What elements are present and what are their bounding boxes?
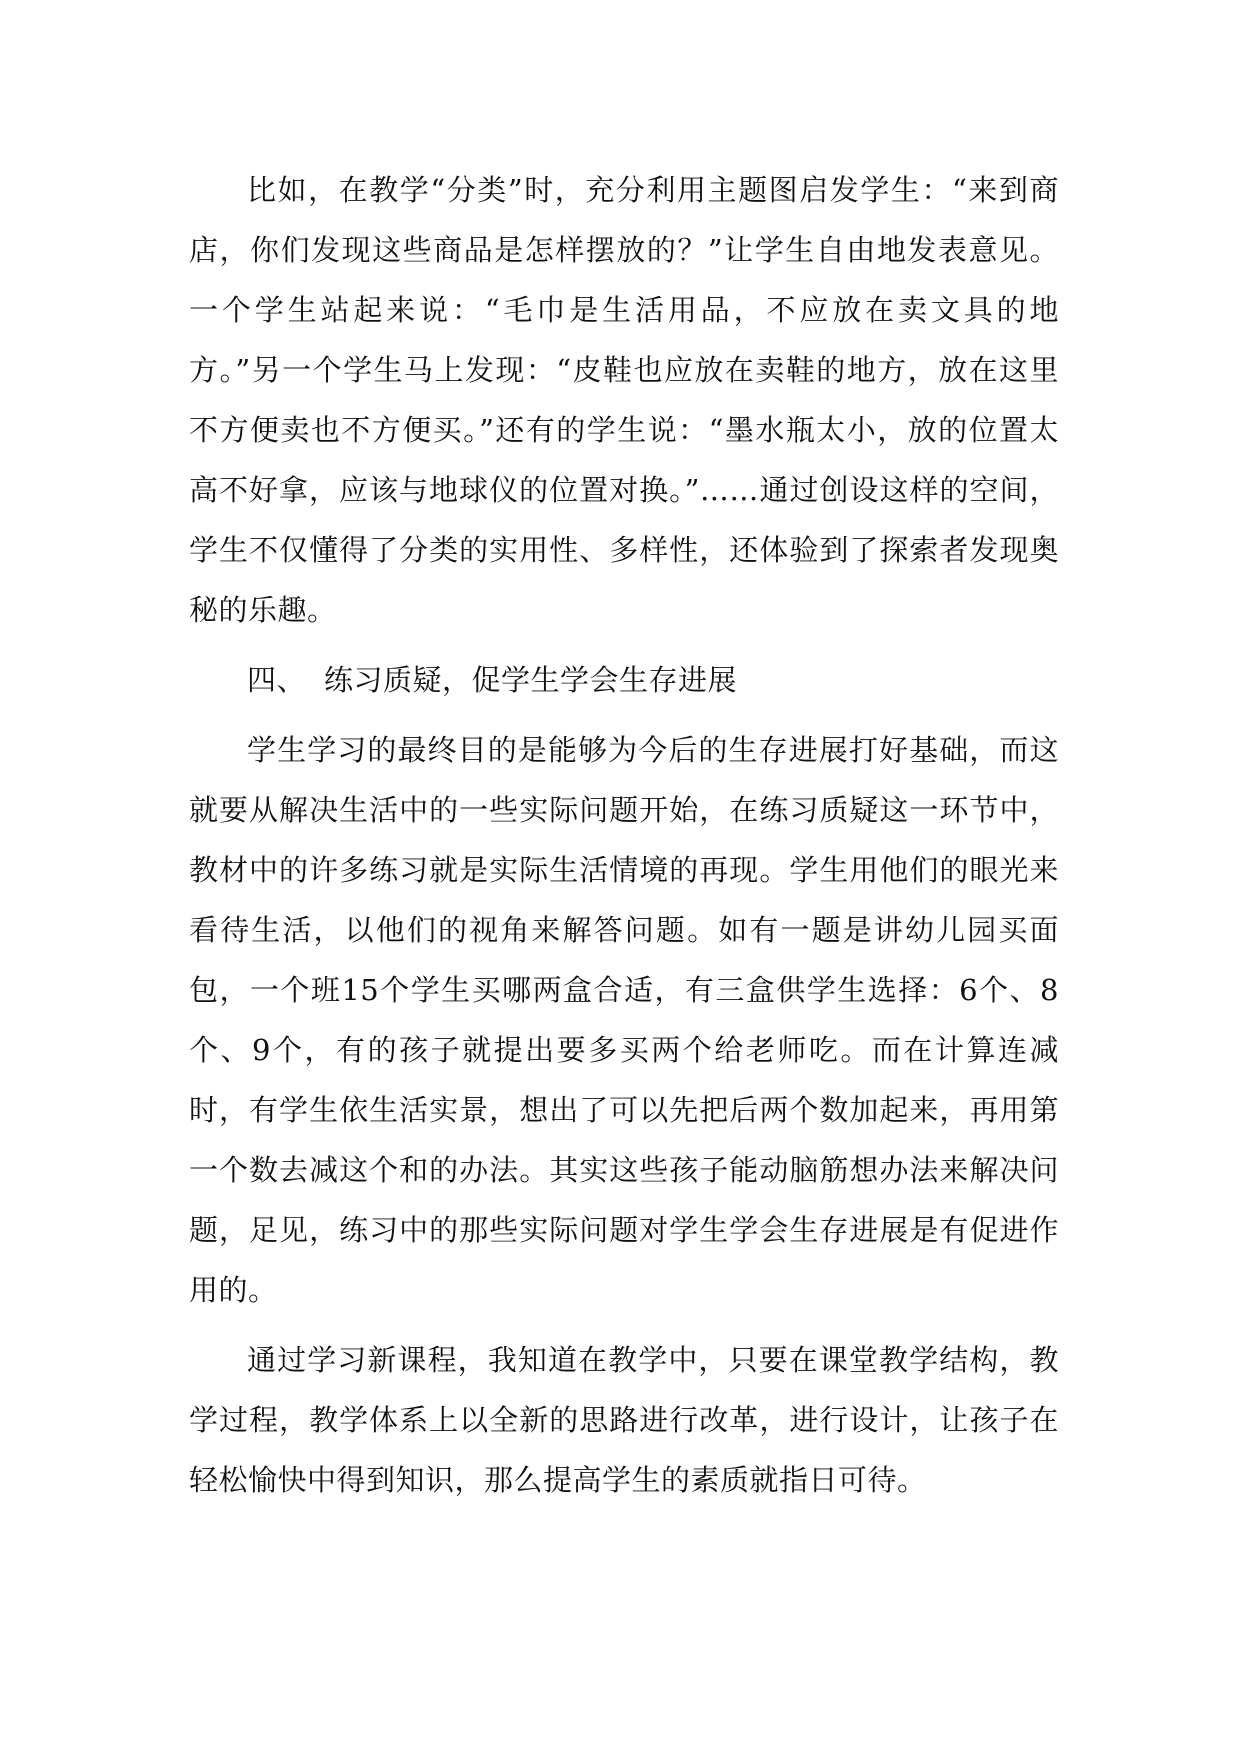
spacer (189, 1320, 1059, 1330)
document-body (189, 160, 1059, 1510)
spacer (189, 710, 1059, 720)
paragraph-practice-questioning: 学生学习的最终目的是能够为今后的生存进展打好基础，而这就要从解决生活中的一些实际问题开始，在练习质疑这一环节中，教材中的许多练习就是实际生活情境的再现。学生用他们的眼光来看待生活，以他们的视角来解答问题。如有一题是讲幼儿园买面包，一个班15个学生买哪两盒合适，有三盒供学生选择：6个、8个、9个，有的孩子就提出要多买两个给老师吃。而在计算连减时，有学生依生活实景，想出了可以先把后两个数加起来，再用第一个数去减这个和的办法。其实这些孩子能动脑筋想办法来解决问题，足见，练习中的那些实际问题对学生学会生存进展是有促进作用的。 (189, 733, 1059, 1307)
spacer (189, 640, 1059, 650)
section-title: 练习质疑，促学生学会生存进展 (324, 663, 738, 697)
section-number: 四、 (247, 663, 307, 697)
paragraph-conclusion: 通过学习新课程，我知道在教学中，只要在课堂教学结构，教学过程，教学体系上以全新的思路进行改革，进行设计，让孩子在轻松愉快中得到知识，那么提高学生的素质就指日可待。 (189, 1343, 1059, 1497)
paragraph-classification-example: 比如，在教学“分类”时，充分利用主题图启发学生：“来到商店，你们发现这些商品是怎样摆放的？”让学生自由地发表意见。一个学生站起来说：“毛巾是生活用品，不应放在卖文具的地方。”另一个学生马上发现：“皮鞋也应放在卖鞋的地方，放在这里不方便卖也不方便买。”还有的学生说：“墨水瓶太小，放的位置太高不好拿，应该与地球仪的位置对换。”……通过创设这样的空间，学生不仅懂得了分类的实用性、多样性，还体验到了探索者发现奥秘的乐趣。 (189, 173, 1059, 627)
section-heading (189, 650, 1059, 710)
